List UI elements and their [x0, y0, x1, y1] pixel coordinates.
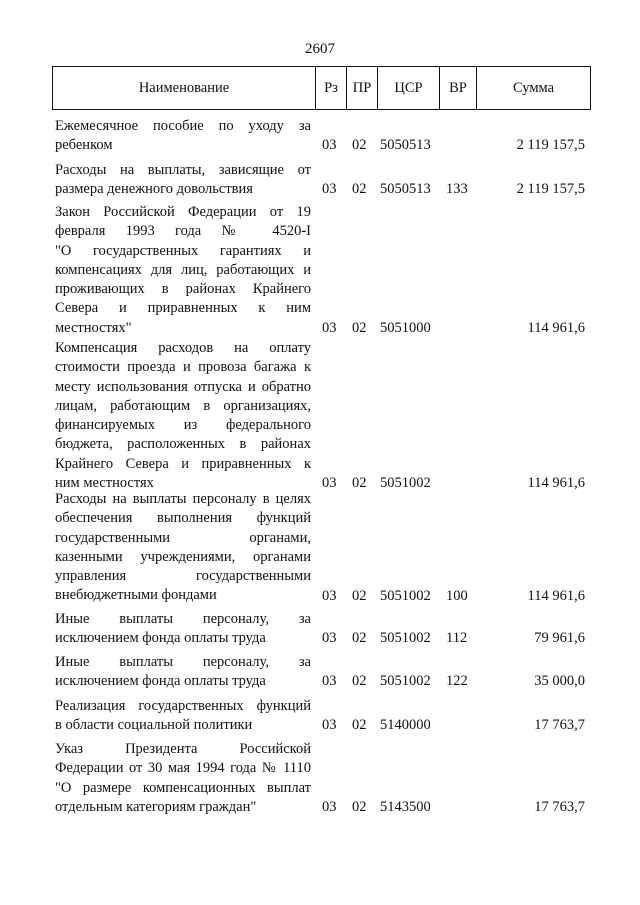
description-line: исключением фонда оплаты труда	[55, 673, 266, 690]
description-line: внебюджетными фондами	[55, 587, 217, 604]
row-description	[55, 610, 311, 649]
description-line: Реализация государственных функций	[55, 698, 311, 714]
row-pr: 02	[352, 630, 367, 647]
row-pr: 02	[352, 137, 367, 154]
description-line: бюджета, расположенных в районах	[55, 436, 311, 453]
row-description	[55, 339, 311, 493]
row-rz: 03	[322, 475, 337, 492]
row-csr: 5140000	[380, 717, 431, 734]
row-pr: 02	[352, 181, 367, 198]
page-number: 2607	[305, 41, 335, 57]
header-name: Наименование	[138, 79, 230, 96]
description-line: финансируемых из федерального	[55, 417, 311, 434]
description-line: Ежемесячное пособие по уходу за	[55, 118, 311, 134]
row-vr: 133	[446, 181, 468, 198]
description-line: казенными учреждениями, органами	[55, 548, 311, 565]
description-line: стоимости проезда и провоза багажа к	[55, 359, 311, 376]
description-line: отдельным категориям граждан"	[55, 798, 257, 815]
row-description	[55, 653, 311, 692]
row-pr: 02	[352, 673, 367, 690]
row-pr: 02	[352, 798, 367, 815]
row-description	[55, 161, 311, 200]
description-line: Федерации от 30 мая 1994 года № 1110	[55, 760, 311, 777]
table-row	[55, 161, 591, 200]
row-pr: 02	[352, 587, 367, 604]
description-line: февраля 1993 года № 4520-I	[55, 223, 311, 240]
table-row	[55, 740, 591, 817]
row-rz: 03	[322, 137, 337, 154]
row-sum: 35 000,0	[534, 673, 585, 690]
row-description	[55, 740, 311, 817]
row-csr: 5051000	[380, 319, 431, 336]
row-rz: 03	[322, 673, 337, 690]
row-csr: 5051002	[380, 630, 431, 647]
description-line: месту использования отпуска и обратно	[55, 378, 311, 395]
row-csr: 5051002	[380, 587, 431, 604]
row-csr: 5051002	[380, 673, 431, 690]
row-rz: 03	[322, 319, 337, 336]
description-line: "О государственных гарантиях и	[55, 242, 311, 259]
table-header	[52, 66, 591, 110]
description-line: исключением фонда оплаты труда	[55, 630, 266, 647]
table-row	[55, 490, 591, 606]
row-csr: 5050513	[380, 137, 431, 154]
row-rz: 03	[322, 717, 337, 734]
row-csr: 5143500	[380, 798, 431, 815]
row-sum: 114 961,6	[527, 319, 585, 336]
row-vr: 122	[446, 673, 468, 690]
row-sum: 114 961,6	[527, 475, 585, 492]
description-line: ним местностях	[55, 475, 154, 492]
header-vr: ВР	[439, 67, 476, 109]
row-vr: 112	[446, 630, 468, 647]
row-description	[55, 203, 311, 338]
row-rz: 03	[322, 798, 337, 815]
header-sum: Сумма	[476, 67, 590, 109]
table-row	[55, 610, 591, 649]
description-line: Закон Российской Федерации от 19	[55, 204, 311, 220]
description-line: компенсациях для лиц, работающих и	[55, 261, 311, 278]
row-csr: 5050513	[380, 181, 431, 198]
description-line: "О размере компенсационных выплат	[55, 779, 311, 796]
row-sum: 17 763,7	[534, 798, 585, 815]
header-csr: ЦСР	[377, 67, 439, 109]
description-line: Расходы на выплаты, зависящие от	[55, 162, 311, 178]
row-description	[55, 490, 311, 606]
description-line: государственными органами,	[55, 529, 311, 546]
description-line: Иные выплаты персоналу, за	[55, 611, 311, 627]
row-pr: 02	[352, 717, 367, 734]
table-row	[55, 117, 591, 156]
header-pr: ПР	[346, 67, 377, 109]
description-line: Севера и приравненных к ним	[55, 300, 311, 317]
row-sum: 2 119 157,5	[516, 137, 585, 154]
description-line: Иные выплаты персоналу, за	[55, 654, 311, 670]
description-line: лицам, работающим в организациях,	[55, 397, 311, 414]
description-line: управления государственными	[55, 568, 311, 585]
table-row	[55, 203, 591, 338]
row-pr: 02	[352, 475, 367, 492]
description-line: Компенсация расходов на оплату	[55, 340, 311, 356]
row-rz: 03	[322, 181, 337, 198]
row-rz: 03	[322, 630, 337, 647]
row-sum: 17 763,7	[534, 717, 585, 734]
row-sum: 79 961,6	[534, 630, 585, 647]
row-vr: 100	[446, 587, 468, 604]
row-pr: 02	[352, 319, 367, 336]
row-rz: 03	[322, 587, 337, 604]
description-line: проживающих в районах Крайнего	[55, 281, 311, 298]
description-line: обеспечения выполнения функций	[55, 510, 311, 527]
header-rz: Рз	[315, 67, 346, 109]
description-line: Расходы на выплаты персоналу в целях	[55, 491, 311, 507]
description-line: ребенком	[55, 137, 113, 154]
row-csr: 5051002	[380, 475, 431, 492]
table-row	[55, 697, 591, 736]
description-line: в области социальной политики	[55, 717, 253, 734]
table-row	[55, 653, 591, 692]
description-line: размера денежного довольствия	[55, 181, 253, 198]
description-line: Указ Президента Российской	[55, 741, 311, 757]
row-description	[55, 117, 311, 156]
description-line: местностях"	[55, 319, 132, 336]
row-description	[55, 697, 311, 736]
table-row	[55, 339, 591, 493]
row-sum: 114 961,6	[527, 587, 585, 604]
description-line: Крайнего Севера и приравненных к	[55, 455, 311, 472]
row-sum: 2 119 157,5	[516, 181, 585, 198]
